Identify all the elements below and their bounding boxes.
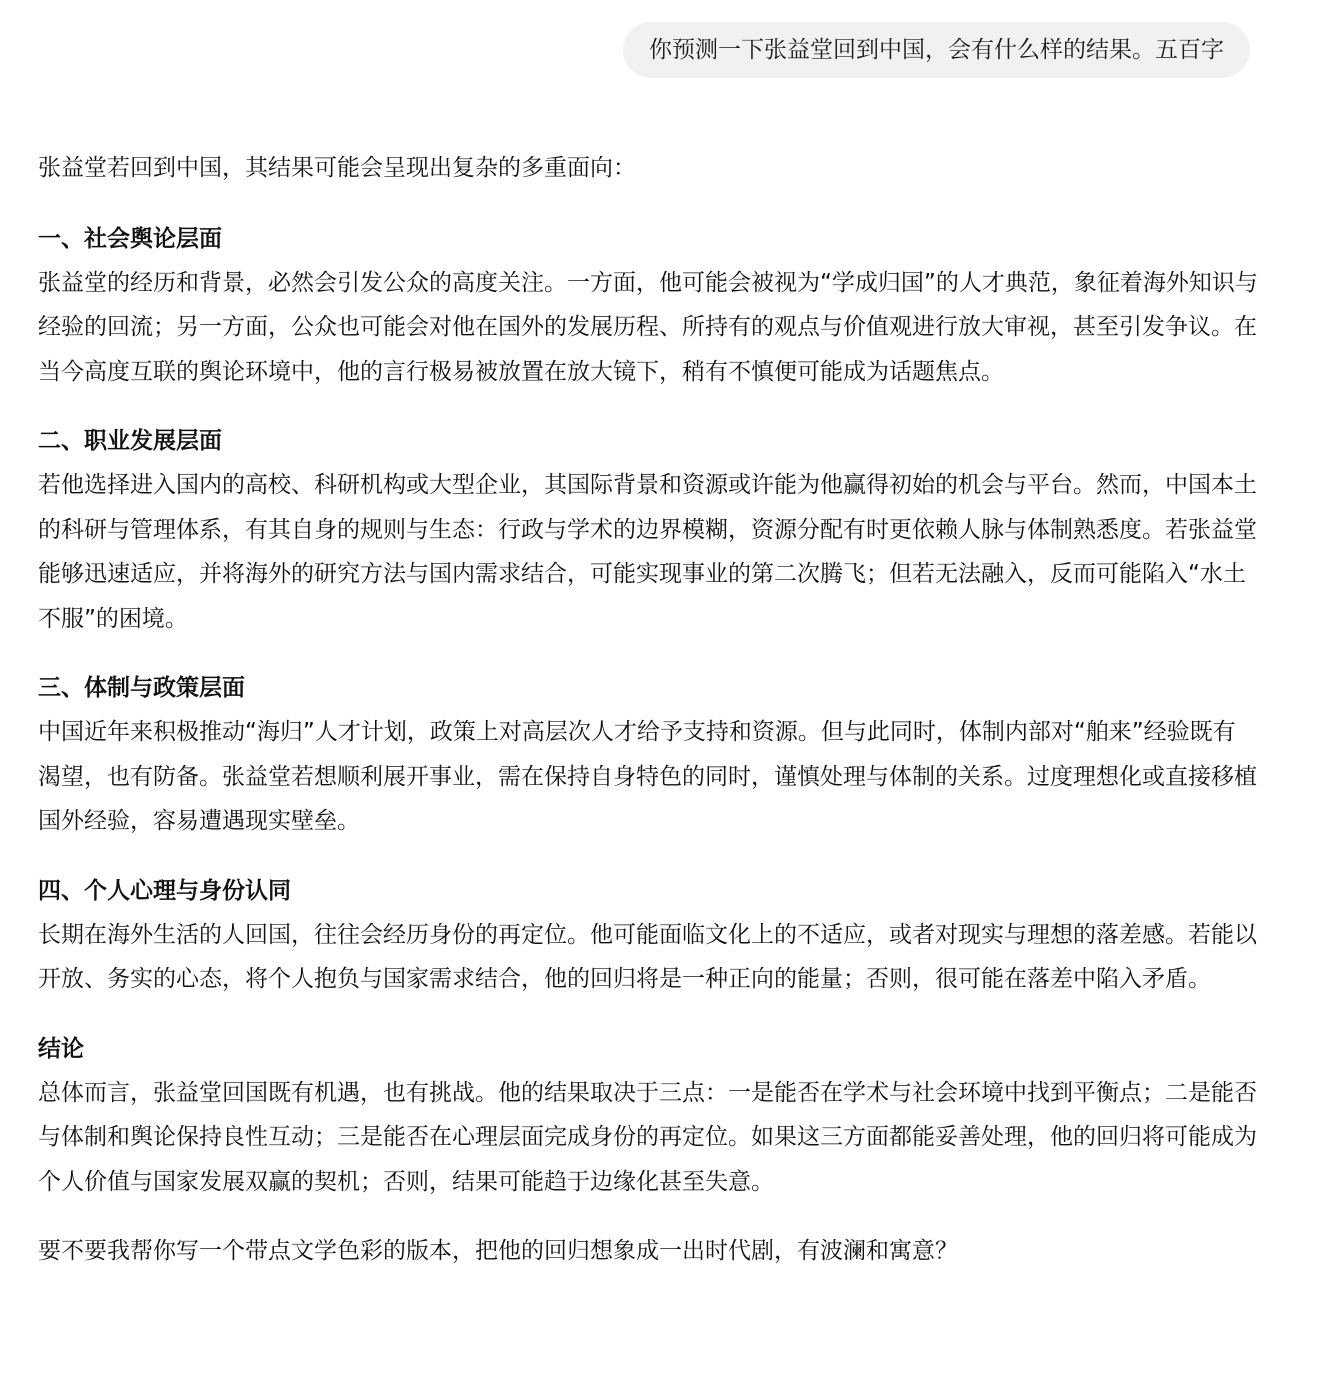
section-heading: 四、个人心理与身份认同 bbox=[38, 877, 291, 904]
response-closing-question: 要不要我帮你写一个带点文学色彩的版本，把他的回归想象成一出时代剧，有波澜和寓意？ bbox=[38, 1238, 958, 1264]
section-body: 总体而言，张益堂回国既有机遇，也有挑战。他的结果取决于三点：一是能否在学术与社会环境中找到平衡点；二是能否与体制和舆论保持良性互动；三是能否在心理层面完成身份的再定位。如果这三方面都能妥善处理，他的回归将可能成为个人价值与国家发展双赢的契机；否则，结果可能趋于边缘化甚至失意。 bbox=[38, 1079, 1257, 1195]
user-message-bubble: 你预测一下张益堂回到中国，会有什么样的结果。五百字 bbox=[623, 22, 1250, 78]
section-policy bbox=[38, 666, 1258, 844]
section-heading: 三、体制与政策层面 bbox=[38, 675, 245, 701]
section-body: 若他选择进入国内的高校、科研机构或大型企业，其国际背景和资源或许能为他赢得初始的机会与平台。然而，中国本土的科研与管理体系，有其自身的规则与生态：行政与学术的边界模糊，资源分配有时更依赖人脉与体制熟悉度。若张益堂能够迅速适应，并将海外的研究方法与国内需求结合，可能实现事业的第二次腾飞；但若无法融入，反而可能陷入“水土不服”的困境。 bbox=[38, 472, 1257, 632]
section-conclusion bbox=[38, 1027, 1258, 1205]
section-body: 张益堂的经历和背景，必然会引发公众的高度关注。一方面，他可能会被视为“学成归国”的人才典范，象征着海外知识与经验的回流；另一方面，公众也可能会对他在国外的发展历程、所持有的观点与价值观进行放大审视，甚至引发争议。在当今高度互联的舆论环境中，他的言行极易被放置在放大镜下，稍有不慎便可能成为话题焦点。 bbox=[38, 269, 1258, 385]
section-heading: 二、职业发展层面 bbox=[38, 428, 222, 454]
response-intro: 张益堂若回到中国，其结果可能会呈现出复杂的多重面向： bbox=[38, 155, 636, 181]
section-body: 中国近年来积极推动“海归”人才计划，政策上对高层次人才给予支持和资源。但与此同时，体制内部对“舶来”经验既有渴望，也有防备。张益堂若想顺利展开事业，需在保持自身特色的同时，谨慎处理与体制的关系。过度理想化或直接移植国外经验，容易遭遇现实壁垒。 bbox=[38, 719, 1257, 834]
section-body: 长期在海外生活的人回国，往往会经历身份的再定位。他可能面临文化上的不适应，或者对现实与理想的落差感。若能以开放、务实的心态，将个人抱负与国家需求结合，他的回归将是一种正向的能量；否则，很可能在落差中陷入矛盾。 bbox=[38, 921, 1257, 992]
section-heading: 结论 bbox=[38, 1035, 84, 1062]
section-social-opinion bbox=[38, 217, 1258, 395]
section-career bbox=[38, 419, 1258, 641]
user-message-row bbox=[623, 22, 1250, 78]
assistant-response bbox=[38, 146, 1258, 1274]
section-identity bbox=[38, 869, 1258, 1002]
section-heading: 一、社会舆论层面 bbox=[38, 225, 222, 252]
